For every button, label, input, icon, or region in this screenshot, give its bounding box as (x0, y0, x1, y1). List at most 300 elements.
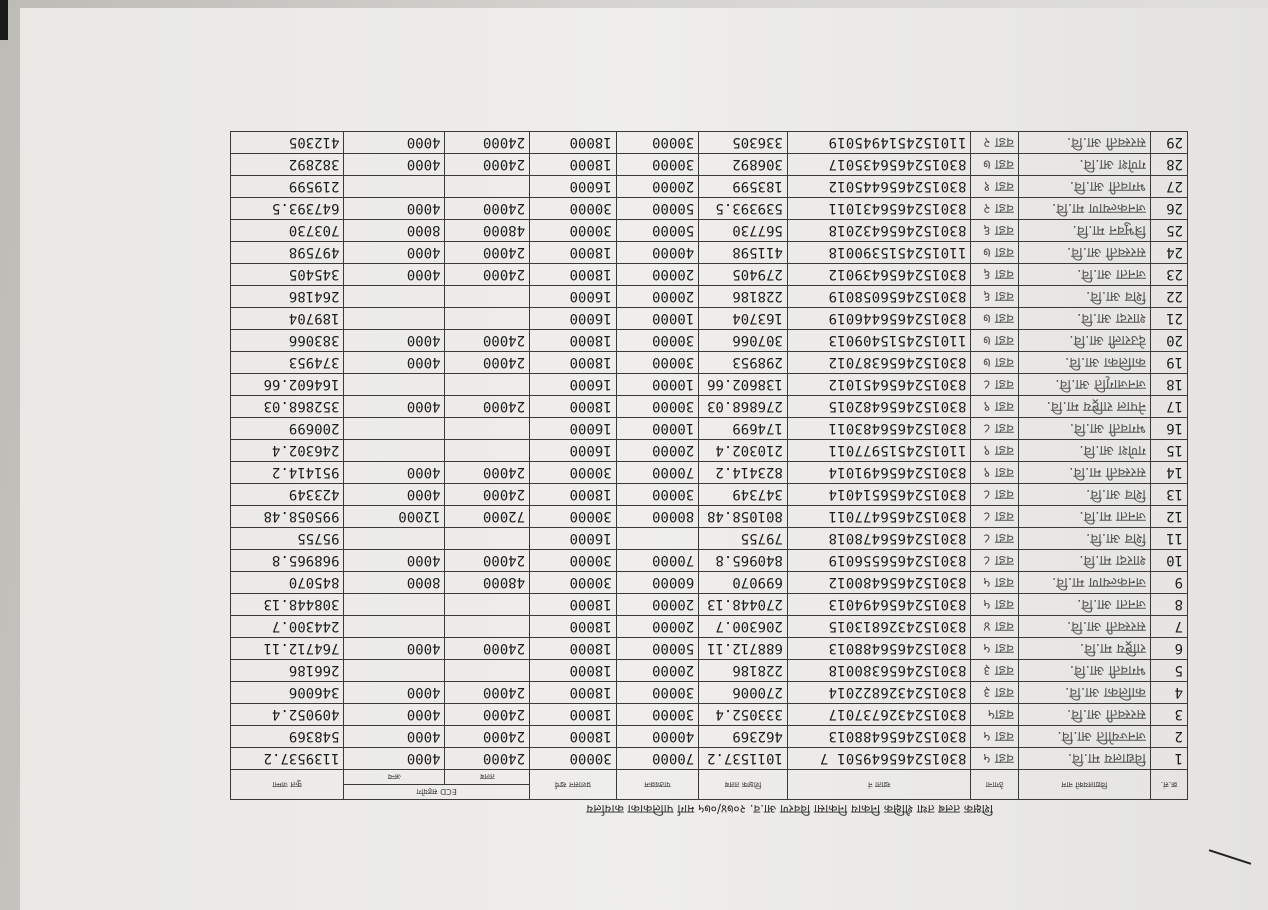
cell-ecd-other: 4000 (344, 484, 445, 506)
cell-school-name: जनता आ.वि. (1018, 594, 1150, 616)
cell-ecd-other (344, 594, 445, 616)
table-row (231, 286, 1188, 308)
cell-code: 8301524656445012 (787, 176, 971, 198)
cell-ecd-other: 12000 (344, 506, 445, 528)
cell-admin: 18000 (530, 352, 617, 374)
cell-teacher-salary: 336305 (699, 132, 788, 154)
cell-sn: 2 (1150, 726, 1187, 748)
cell-sn: 14 (1150, 462, 1187, 484)
cell-teacher-salary: 840965.8 (699, 550, 788, 572)
cell-admin: 30000 (530, 462, 617, 484)
cell-sn: 26 (1150, 198, 1187, 220)
cell-code: 8301524656387012 (787, 352, 971, 374)
cell-code: 8301524656491014 (787, 462, 971, 484)
cell-total: 497598 (231, 242, 344, 264)
cell-total: 548369 (231, 726, 344, 748)
cell-admin: 16000 (530, 528, 617, 550)
cell-admin: 16000 (530, 286, 617, 308)
cell-teacher-salary: 210302.4 (699, 440, 788, 462)
cell-ward: वडा ५ (971, 726, 1018, 748)
cell-ward: वडा ४ (971, 616, 1018, 638)
cell-admin: 18000 (530, 242, 617, 264)
cell-school-name: शिव आ.वि. (1018, 484, 1150, 506)
cell-sn: 11 (1150, 528, 1187, 550)
cell-ward: वडा ८ (971, 374, 1018, 396)
table-row (231, 506, 1188, 528)
table-row (231, 616, 1188, 638)
cell-admin: 18000 (530, 616, 617, 638)
cell-sn: 16 (1150, 418, 1187, 440)
cell-ecd-other: 4000 (344, 748, 445, 770)
cell-teacher-salary: 228186 (699, 286, 788, 308)
cell-admin: 18000 (530, 638, 617, 660)
cell-ecd-other: 4000 (344, 352, 445, 374)
table-row (231, 594, 1188, 616)
cell-total: 409052.4 (231, 704, 344, 726)
cell-ward: वडा ३ (971, 660, 1018, 682)
cell-total: 346006 (231, 682, 344, 704)
cell-teacher-salary: 138602.66 (699, 374, 788, 396)
cell-ecd-salary (445, 660, 530, 682)
cell-ecd-salary (445, 418, 530, 440)
cell-ecd-salary (445, 176, 530, 198)
cell-ecd-salary: 24000 (445, 638, 530, 660)
cell-ecd-other (344, 176, 445, 198)
cell-total: 764712.11 (231, 638, 344, 660)
cell-school-name: शिव आ.वि. (1018, 286, 1150, 308)
cell-ecd-salary: 24000 (445, 462, 530, 484)
cell-ecd-salary: 24000 (445, 154, 530, 176)
table-row (231, 264, 1188, 286)
table-row (231, 704, 1188, 726)
cell-teacher-salary: 228186 (699, 660, 788, 682)
cell-sn: 7 (1150, 616, 1187, 638)
cell-total: 951414.2 (231, 462, 344, 484)
cell-tuition: 40000 (616, 726, 699, 748)
cell-tuition: 20000 (616, 440, 699, 462)
cell-total: 95755 (231, 528, 344, 550)
cell-sn: 12 (1150, 506, 1187, 528)
cell-teacher-salary: 823414.2 (699, 462, 788, 484)
cell-tuition: 70000 (616, 550, 699, 572)
cell-code: 8301524656482015 (787, 396, 971, 418)
cell-teacher-salary: 688712.11 (699, 638, 788, 660)
table-row (231, 132, 1188, 154)
cell-school-name: जनकल्याण मा.वि. (1018, 572, 1150, 594)
cell-total: 308448.13 (231, 594, 344, 616)
cell-ecd-other: 8000 (344, 220, 445, 242)
cell-ward: वडा ९ (971, 396, 1018, 418)
cell-teacher-salary: 276868.03 (699, 396, 788, 418)
cell-admin: 18000 (530, 396, 617, 418)
cell-ecd-salary: 24000 (445, 682, 530, 704)
cell-code: 1101524515409013 (787, 330, 971, 352)
cell-ecd-other: 4000 (344, 704, 445, 726)
cell-ward: वडा ८ (971, 418, 1018, 440)
cell-school-name: गणेश आ.वि. (1018, 440, 1150, 462)
cell-school-name: सरस्वती आ.वि. (1018, 132, 1150, 154)
cell-ward: वडा ८ (971, 484, 1018, 506)
cell-code: 830152465649501 7 (787, 748, 971, 770)
cell-ward: वडा ८ (971, 506, 1018, 528)
cell-ward: वडा ५ (971, 572, 1018, 594)
table-row (231, 748, 1188, 770)
cell-ecd-other (344, 616, 445, 638)
cell-total: 423349 (231, 484, 344, 506)
cell-ecd-salary: 24000 (445, 748, 530, 770)
cell-code: 8301524326737017 (787, 704, 971, 726)
cell-tuition: 20000 (616, 660, 699, 682)
cell-sn: 15 (1150, 440, 1187, 462)
cell-sn: 17 (1150, 396, 1187, 418)
cell-code: 8301524656494013 (787, 594, 971, 616)
cell-ecd-other (344, 418, 445, 440)
cell-admin: 30000 (530, 198, 617, 220)
cell-code: 8301524656488013 (787, 726, 971, 748)
cell-ecd-other (344, 374, 445, 396)
cell-total: 374953 (231, 352, 344, 374)
cell-admin: 30000 (530, 220, 617, 242)
cell-tuition: 20000 (616, 176, 699, 198)
funding-table (230, 131, 1188, 800)
cell-sn: 5 (1150, 660, 1187, 682)
table-row (231, 528, 1188, 550)
header-school-name: विद्यालयको नाम (1018, 770, 1150, 800)
table-row (231, 330, 1188, 352)
cell-admin: 30000 (530, 748, 617, 770)
table-body (231, 132, 1188, 770)
cell-tuition: 60000 (616, 572, 699, 594)
cell-admin: 16000 (530, 374, 617, 396)
cell-ecd-other: 4000 (344, 396, 445, 418)
cell-ecd-other: 4000 (344, 154, 445, 176)
cell-ecd-other: 4000 (344, 330, 445, 352)
cell-sn: 6 (1150, 638, 1187, 660)
cell-total: 164602.66 (231, 374, 344, 396)
cell-tuition: 70000 (616, 462, 699, 484)
cell-ecd-salary (445, 440, 530, 462)
cell-total: 352868.03 (231, 396, 344, 418)
cell-ward: वडा ७ (971, 352, 1018, 374)
cell-ecd-salary: 48000 (445, 220, 530, 242)
cell-total: 412305 (231, 132, 344, 154)
cell-ecd-other: 4000 (344, 462, 445, 484)
cell-ecd-other: 4000 (344, 550, 445, 572)
cell-teacher-salary: 1011537.2 (699, 748, 788, 770)
cell-total: 703730 (231, 220, 344, 242)
cell-school-name: कालिका आ.वि. (1018, 682, 1150, 704)
cell-sn: 21 (1150, 308, 1187, 330)
header-admin: प्रशासन खर्च (530, 770, 617, 800)
cell-ecd-other (344, 286, 445, 308)
cell-admin: 30000 (530, 550, 617, 572)
cell-ward: वडा ६ (971, 264, 1018, 286)
cell-ward: वडा ८ (971, 550, 1018, 572)
cell-ecd-salary (445, 286, 530, 308)
cell-sn: 8 (1150, 594, 1187, 616)
cell-school-name: सरस्वती मा.वि. (1018, 462, 1150, 484)
cell-ward: वडा५ (971, 704, 1018, 726)
cell-admin: 18000 (530, 330, 617, 352)
cell-ecd-salary: 24000 (445, 330, 530, 352)
cell-admin: 18000 (530, 264, 617, 286)
table-row (231, 484, 1188, 506)
cell-admin: 18000 (530, 726, 617, 748)
cell-sn: 10 (1150, 550, 1187, 572)
cell-ecd-salary: 24000 (445, 704, 530, 726)
cell-tuition: 30000 (616, 682, 699, 704)
cell-school-name: जनता आ.वि. (1018, 264, 1150, 286)
cell-tuition: 20000 (616, 594, 699, 616)
cell-total: 219599 (231, 176, 344, 198)
cell-teacher-salary: 539393.5 (699, 198, 788, 220)
cell-ward: वडा १ (971, 176, 1018, 198)
cell-ecd-salary (445, 528, 530, 550)
cell-school-name: नेपाल राष्ट्रिय मा.वि. (1018, 396, 1150, 418)
cell-tuition: 30000 (616, 484, 699, 506)
header-ward: ठेगाना (971, 770, 1018, 800)
cell-ecd-salary: 48000 (445, 572, 530, 594)
cell-ecd-other (344, 440, 445, 462)
cell-code: 8301524656483011 (787, 418, 971, 440)
table-row (231, 198, 1188, 220)
cell-sn: 4 (1150, 682, 1187, 704)
cell-sn: 27 (1150, 176, 1187, 198)
cell-teacher-salary: 174699 (699, 418, 788, 440)
cell-school-name: जनजागृति आ.वि. (1018, 374, 1150, 396)
cell-ward: वडा ६ (971, 220, 1018, 242)
table-row (231, 550, 1188, 572)
cell-school-name: जनता मा.वि. (1018, 506, 1150, 528)
cell-school-name: कालिका आ.वि. (1018, 352, 1150, 374)
cell-ward: वडा ५ (971, 748, 1018, 770)
cell-ecd-other: 4000 (344, 264, 445, 286)
cell-admin: 18000 (530, 660, 617, 682)
cell-ecd-salary: 24000 (445, 198, 530, 220)
cell-ecd-salary: 24000 (445, 550, 530, 572)
cell-sn: 3 (1150, 704, 1187, 726)
cell-admin: 30000 (530, 506, 617, 528)
table-row (231, 352, 1188, 374)
cell-ward: वडा ७ (971, 154, 1018, 176)
cell-sn: 25 (1150, 220, 1187, 242)
cell-tuition: 50000 (616, 220, 699, 242)
table-row (231, 462, 1188, 484)
cell-teacher-salary: 347349 (699, 484, 788, 506)
cell-ecd-other: 4000 (344, 638, 445, 660)
cell-total: 345405 (231, 264, 344, 286)
cell-teacher-salary: 307066 (699, 330, 788, 352)
cell-ecd-other: 4000 (344, 198, 445, 220)
table-row (231, 242, 1188, 264)
cell-ecd-other (344, 528, 445, 550)
cell-ecd-salary: 24000 (445, 396, 530, 418)
cell-teacher-salary: 567730 (699, 220, 788, 242)
header-teacher-salary: शिक्षक तलब (699, 770, 788, 800)
cell-tuition: 30000 (616, 132, 699, 154)
cell-sn: 20 (1150, 330, 1187, 352)
cell-code: 8301524656380018 (787, 660, 971, 682)
cell-school-name: भगवती आ.वि. (1018, 660, 1150, 682)
cell-tuition: 10000 (616, 374, 699, 396)
table-row (231, 572, 1188, 594)
cell-ecd-salary: 24000 (445, 726, 530, 748)
cell-code: 8301524656488013 (787, 638, 971, 660)
cell-tuition: 70000 (616, 748, 699, 770)
cell-admin: 18000 (530, 682, 617, 704)
cell-code: 8301524656514014 (787, 484, 971, 506)
cell-ecd-salary: 24000 (445, 132, 530, 154)
cell-ward: वडा ६ (971, 286, 1018, 308)
cell-teacher-salary: 270006 (699, 682, 788, 704)
cell-school-name: देउराली आ.वि. (1018, 330, 1150, 352)
cell-teacher-salary: 699070 (699, 572, 788, 594)
cell-sn: 29 (1150, 132, 1187, 154)
cell-ecd-other: 8000 (344, 572, 445, 594)
cell-ward: वडा ५ (971, 638, 1018, 660)
cell-ecd-salary (445, 374, 530, 396)
cell-ecd-salary: 24000 (445, 264, 530, 286)
cell-sn: 23 (1150, 264, 1187, 286)
cell-admin: 16000 (530, 440, 617, 462)
cell-total: 200699 (231, 418, 344, 440)
cell-code: 8301524656058019 (787, 286, 971, 308)
cell-school-name: सरस्वती आ.वि. (1018, 704, 1150, 726)
cell-sn: 9 (1150, 572, 1187, 594)
cell-tuition: 40000 (616, 242, 699, 264)
cell-admin: 16000 (530, 308, 617, 330)
cell-school-name: सरस्वती आ.वि. (1018, 616, 1150, 638)
cell-ward: वडा ३ (971, 682, 1018, 704)
cell-school-name: शारदा मा.वि. (1018, 550, 1150, 572)
cell-school-name: राष्ट्रिय मा.वि. (1018, 638, 1150, 660)
header-ecd-other: अन्य (344, 770, 445, 785)
table-row (231, 726, 1188, 748)
cell-ecd-other: 4000 (344, 132, 445, 154)
cell-tuition: 20000 (616, 264, 699, 286)
cell-total: 266186 (231, 660, 344, 682)
cell-ecd-salary (445, 594, 530, 616)
cell-ward: वडा ७ (971, 308, 1018, 330)
cell-ecd-other (344, 308, 445, 330)
cell-tuition: 30000 (616, 396, 699, 418)
cell-tuition: 20000 (616, 616, 699, 638)
cell-tuition: 20000 (616, 286, 699, 308)
cell-code: 8301524656480012 (787, 572, 971, 594)
cell-school-name: सरस्वती आ.वि. (1018, 242, 1150, 264)
cell-code: 8301524326813015 (787, 616, 971, 638)
cell-ecd-other (344, 660, 445, 682)
table-row (231, 440, 1188, 462)
cell-code: 8301524656556019 (787, 550, 971, 572)
header-tuition: पाठ्यक्रम (616, 770, 699, 800)
cell-teacher-salary: 79755 (699, 528, 788, 550)
cell-ecd-salary: 24000 (445, 352, 530, 374)
header-ecd-salary: तलब (445, 770, 530, 785)
cell-teacher-salary: 298953 (699, 352, 788, 374)
cell-code: 8301524656432018 (787, 220, 971, 242)
cell-tuition: 80000 (616, 506, 699, 528)
cell-ecd-other: 4000 (344, 682, 445, 704)
cell-sn: 22 (1150, 286, 1187, 308)
header-total: कुल जम्मा (231, 770, 344, 800)
table-row (231, 418, 1188, 440)
cell-admin: 18000 (530, 484, 617, 506)
cell-sn: 28 (1150, 154, 1187, 176)
cell-school-name: भगवती आ.वि. (1018, 418, 1150, 440)
cell-total: 968965.8 (231, 550, 344, 572)
cell-total: 382892 (231, 154, 344, 176)
cell-sn: 18 (1150, 374, 1187, 396)
header-sn: क्र.सं. (1150, 770, 1187, 800)
cell-sn: 24 (1150, 242, 1187, 264)
cell-tuition: 30000 (616, 154, 699, 176)
cell-tuition: 10000 (616, 418, 699, 440)
cell-school-name: शारदा आ.वि. (1018, 308, 1150, 330)
cell-total: 189704 (231, 308, 344, 330)
cell-code: 1101524514945019 (787, 132, 971, 154)
cell-ward: वडा २ (971, 198, 1018, 220)
table-row (231, 176, 1188, 198)
cell-ecd-salary: 72000 (445, 506, 530, 528)
cell-ward: वडा ९ (971, 462, 1018, 484)
cell-total: 995058.48 (231, 506, 344, 528)
cell-tuition: 30000 (616, 352, 699, 374)
cell-ward: वडा ७ (971, 242, 1018, 264)
cell-ecd-salary: 24000 (445, 484, 530, 506)
cell-teacher-salary: 163704 (699, 308, 788, 330)
cell-total: 246302.4 (231, 440, 344, 462)
table-row (231, 308, 1188, 330)
cell-code: 8301524326822014 (787, 682, 971, 704)
cell-teacher-salary: 183599 (699, 176, 788, 198)
cell-ecd-salary: 24000 (445, 242, 530, 264)
cell-code: 8301524656451012 (787, 374, 971, 396)
table-row (231, 154, 1188, 176)
cell-ecd-salary (445, 308, 530, 330)
header-row-top (231, 785, 1188, 800)
cell-ecd-other: 4000 (344, 242, 445, 264)
cell-ecd-other: 4000 (344, 726, 445, 748)
cell-teacher-salary: 306892 (699, 154, 788, 176)
cell-ecd-salary (445, 616, 530, 638)
cell-code: 1101524515977011 (787, 440, 971, 462)
cell-school-name: जनज्योति आ.वि. (1018, 726, 1150, 748)
cell-tuition: 50000 (616, 638, 699, 660)
cell-code: 8301524656431011 (787, 198, 971, 220)
cell-total: 383066 (231, 330, 344, 352)
header-code: खाता नं (787, 770, 971, 800)
cell-school-name: जनकल्याण मा.वि. (1018, 198, 1150, 220)
cell-school-name: गणेश आ.वि. (1018, 154, 1150, 176)
table-row (231, 220, 1188, 242)
cell-sn: 13 (1150, 484, 1187, 506)
cell-code: 1101524515390018 (787, 242, 971, 264)
cell-ward: वडा ९ (971, 440, 1018, 462)
cell-admin: 16000 (530, 418, 617, 440)
cell-code: 8301524656439012 (787, 264, 971, 286)
cell-total: 244300.7 (231, 616, 344, 638)
cell-total: 264186 (231, 286, 344, 308)
cell-teacher-salary: 270448.13 (699, 594, 788, 616)
cell-total: 1139537.2 (231, 748, 344, 770)
cell-teacher-salary: 333052.4 (699, 704, 788, 726)
cell-ward: वडा ५ (971, 594, 1018, 616)
cell-total: 845070 (231, 572, 344, 594)
cell-school-name: शिव आ.वि. (1018, 528, 1150, 550)
table-row (231, 396, 1188, 418)
table-row (231, 660, 1188, 682)
